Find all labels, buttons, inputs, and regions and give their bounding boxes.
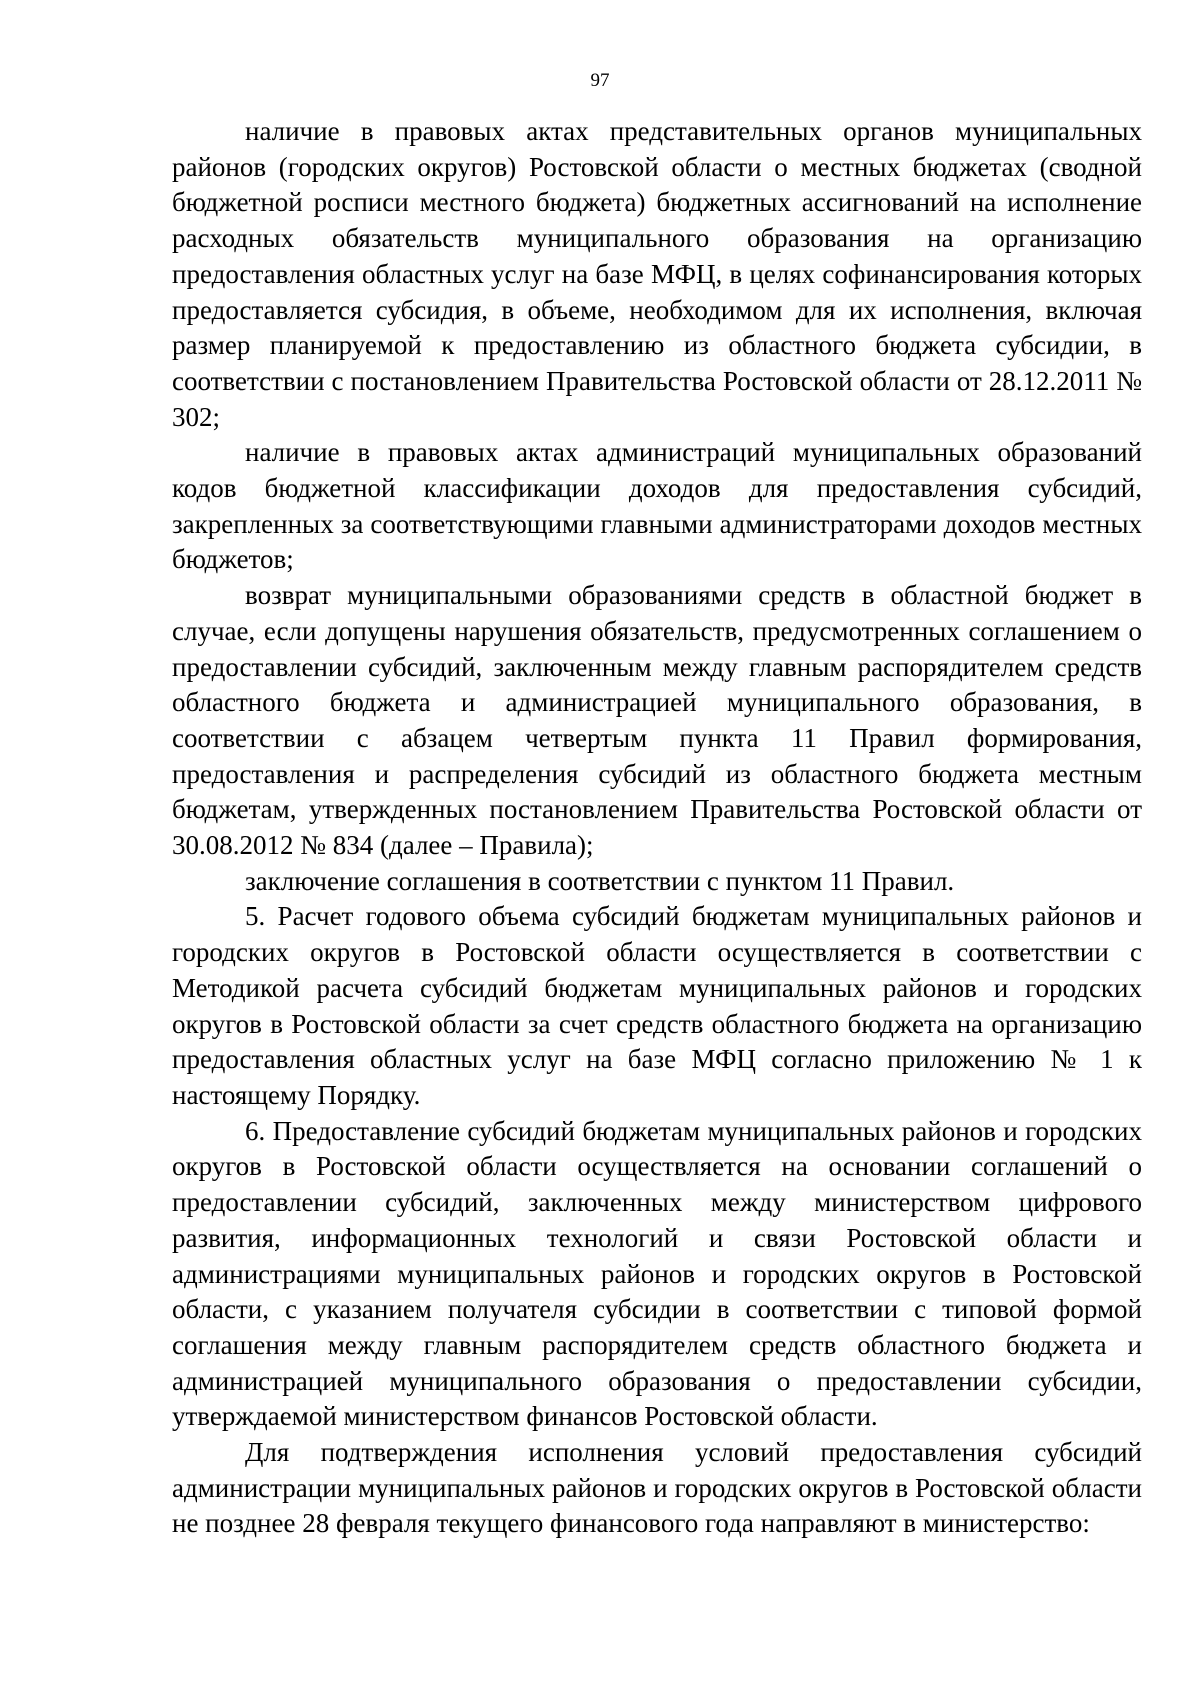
paragraph-condition-budget-allocations: наличие в правовых актах представительных органов муниципальных районов (городских округов) Ростовской области о местных бюджетах (сводной бюджетной росписи местного бюджета) бюджетных ассигнований на исполнение расходных обязательств муниципального образования на организацию предоставления областных услуг на базе МФЦ, в целях софинансирования которых предоставляется субсидия, в объеме, необходимом для их исполнения, включая размер планируемой к предоставлению из областного бюджета субсидии, в соответствии с постановлением Правительства Ростовской области от 28.12.2011 № 302;	[172, 116, 1142, 432]
paragraph-confirmation: Для подтверждения исполнения условий предоставления субсидий администрации муниципальных районов и городских округов в Ростовской области не позднее 28 февраля текущего финансового года направляют в министерство:	[172, 1437, 1142, 1539]
document-body	[172, 114, 1142, 1542]
paragraph-condition-funds-return: возврат муниципальными образованиями средств в областной бюджет в случае, если допущены нарушения обязательств, предусмотренных соглашением о предоставлении субсидий, заключенным между главным распорядителем средств областного бюджета и администрацией муниципального образования, в соответствии с абзацем четвертым пункта 11 Правил формирования, предоставления и распределения субсидий из областного бюджета местным бюджетам, утвержденных постановлением Правительства Ростовской области от 30.08.2012 № 834 (далее – Правила);	[172, 580, 1142, 861]
paragraph-condition-agreement: заключение соглашения в соответствии с пунктом 11 Правил.	[245, 865, 955, 896]
paragraph-condition-classification-codes: наличие в правовых актах администраций муниципальных образований кодов бюджетной классификации доходов для предоставления субсидий, закрепленных за соответствующими главными администраторами доходов местных бюджетов;	[172, 437, 1142, 575]
paragraph-item-5-calculation: 5. Расчет годового объема субсидий бюджетам муниципальных районов и городских округов в Ростовской области осуществляется в соответствии с Методикой расчета субсидий бюджетам муниципальных районов и городских округов в Ростовской области за счет средств областного бюджета на организацию предоставления областных услуг на базе МФЦ согласно приложению № 1 к настоящему Порядку.	[172, 901, 1142, 1110]
page-number: 97	[590, 70, 610, 91]
paragraph-item-6-provision: 6. Предоставление субсидий бюджетам муниципальных районов и городских округов в Ростовской области осуществляется на основании соглашений о предоставлении субсидий, заключенных между министерством цифрового развития, информационных технологий и связи Ростовской области и администрациями муниципальных районов и городских округов в Ростовской области, с указанием получателя субсидии в соответствии с типовой формой соглашения между главным распорядителем средств областного бюджета и администрацией муниципального образования о предоставлении субсидии, утверждаемой министерством финансов Ростовской области.	[172, 1115, 1142, 1432]
